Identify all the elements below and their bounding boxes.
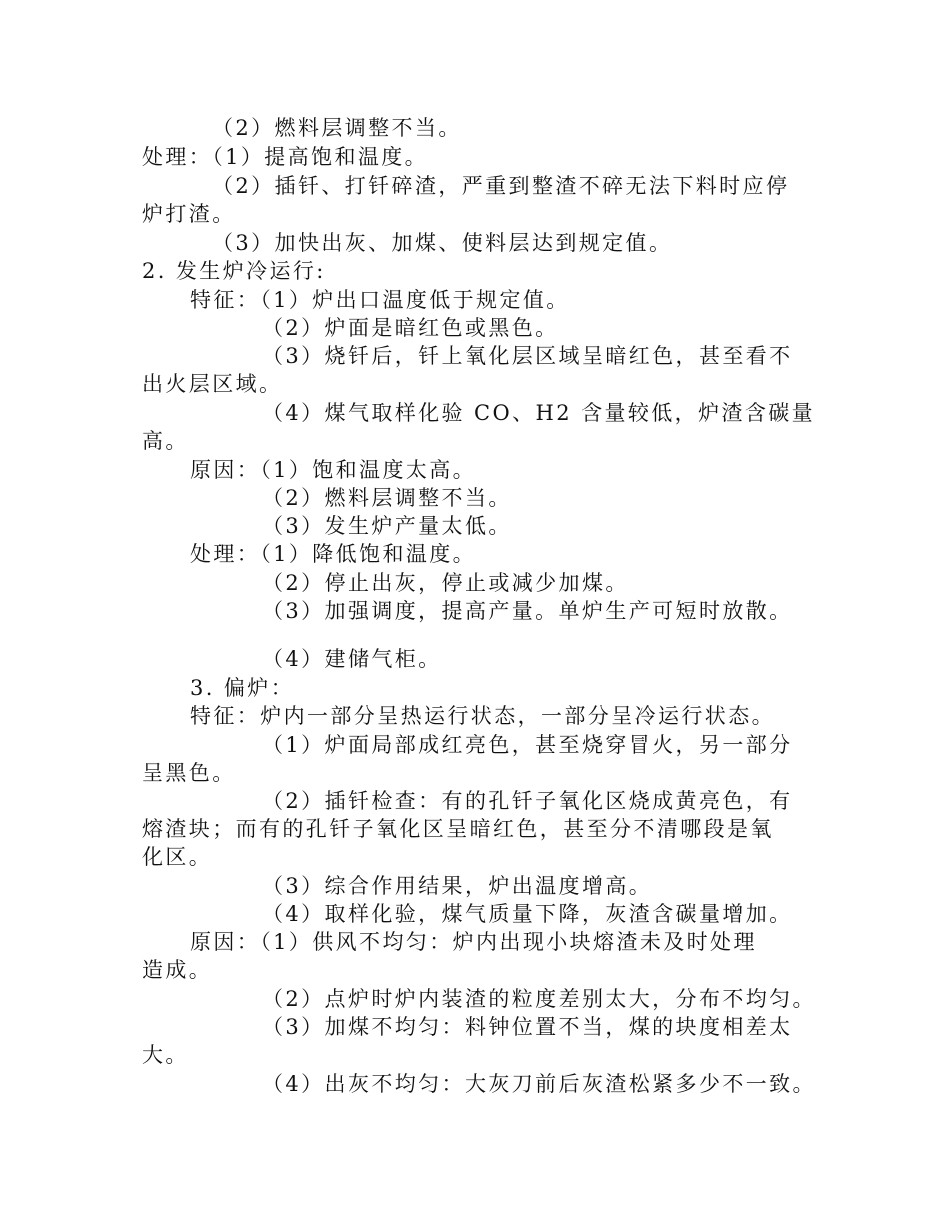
text-line: 原因：（1）饱和温度太高。 (190, 458, 477, 482)
section-heading: 2. 发生炉冷运行: (142, 259, 326, 283)
text-line: （2）插钎检查：有的孔钎子氧化区烧成黄亮色，有 (262, 789, 793, 813)
text-line: 高。 (142, 429, 189, 453)
text-line: 处理：（1）提高饱和温度。 (142, 145, 429, 169)
text-line: （3）综合作用结果，炉出温度增高。 (262, 874, 653, 898)
text-line: 熔渣块；而有的孔钎子氧化区呈暗红色，甚至分不清哪段是氧 (142, 817, 774, 841)
text-line: （2）炉面是暗红色或黑色。 (262, 316, 559, 340)
text-line: 出火层区域。 (142, 372, 283, 396)
text-line: （3）加强调度，提高产量。单炉生产可短时放散。 (262, 599, 793, 623)
text-line: 化区。 (142, 845, 213, 869)
text-line: （1）炉面局部成红亮色，甚至烧穿冒火，另一部分 (262, 733, 793, 757)
text-line: （4）取样化验，煤气质量下降，灰渣含碳量增加。 (262, 902, 793, 926)
text-line: （4）建储气柜。 (262, 647, 442, 671)
text-line: 大。 (142, 1043, 189, 1067)
section-heading: 3. 偏炉： (190, 676, 295, 700)
text-line: 原因：（1）供风不均匀：炉内出现小块熔渣未及时处理 (190, 930, 757, 954)
text-line: （3）加煤不均匀：料钟位置不当，煤的块度相差太 (262, 1015, 793, 1039)
text-line: （2）停止出灰，停止或减少加煤。 (262, 571, 629, 595)
text-line: （3）加快出灰、加煤、使料层达到规定值。 (212, 231, 673, 255)
text-line: 呈黑色。 (142, 761, 236, 785)
text-line: 特征：（1）炉出口温度低于规定值。 (190, 288, 570, 312)
text-line: （4）出灰不均匀：大灰刀前后灰渣松紧多少不一致。 (262, 1072, 816, 1096)
text-line: （3）烧钎后，钎上氧化层区域呈暗红色，甚至看不 (262, 344, 793, 368)
text-line: （4）煤气取样化验 CO、H2 含量较低，炉渣含碳量 (262, 401, 816, 425)
text-line: 处理：（1）降低饱和温度。 (190, 542, 477, 566)
text-line: （2）点炉时炉内装渣的粒度差别太大，分布不均匀。 (262, 987, 816, 1011)
text-line: 造成。 (142, 958, 213, 982)
text-line: 炉打渣。 (142, 202, 236, 226)
text-line: （2）燃料层调整不当。 (212, 116, 462, 140)
text-line: （2）插钎、打钎碎渣，严重到整渣不碎无法下料时应停 (212, 174, 790, 198)
text-line: 特征：炉内一部分呈热运行状态，一部分呈冷运行状态。 (190, 704, 775, 728)
text-line: （2）燃料层调整不当。 (262, 486, 512, 510)
text-line: （3）发生炉产量太低。 (262, 514, 512, 538)
